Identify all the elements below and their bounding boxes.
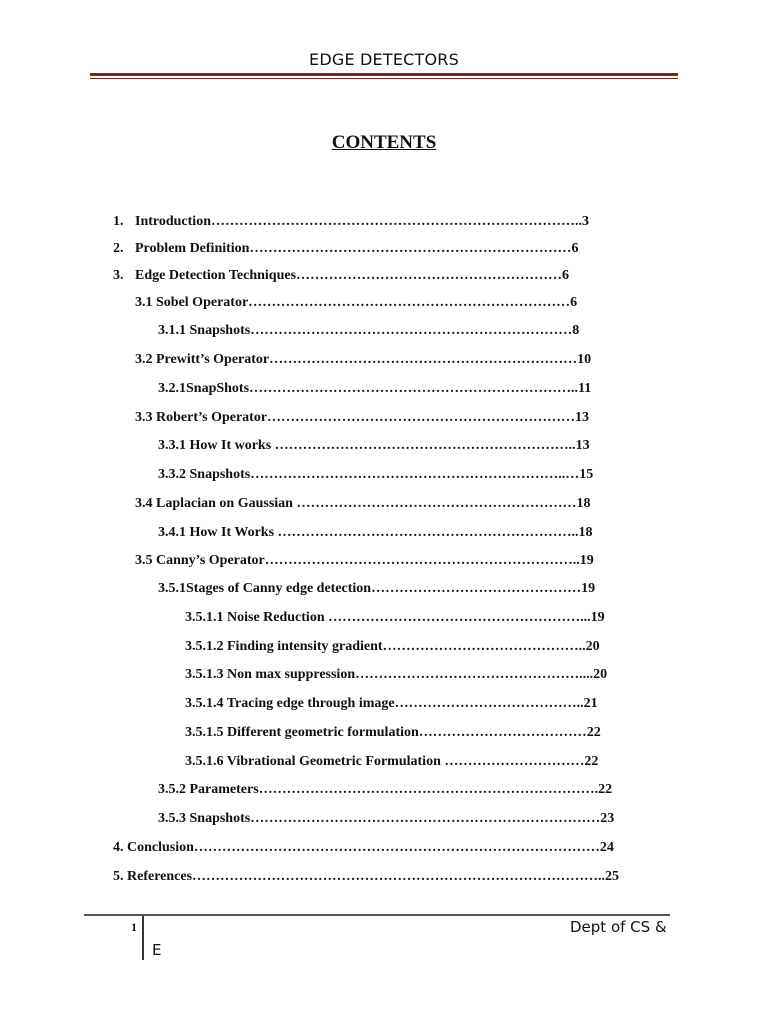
toc-entry bbox=[185, 638, 600, 656]
toc-entry-text: 3.5.1.2 Finding intensity gradient……………………………………..20 bbox=[185, 639, 600, 654]
toc-entry-text: 5. References……………………………………………………………………………..25 bbox=[113, 869, 620, 884]
toc-entry bbox=[185, 753, 598, 771]
toc-entry-text: 3.5.2 Parameters……………………………………………………………….22 bbox=[158, 782, 613, 797]
toc-entry bbox=[135, 294, 577, 312]
toc-entry bbox=[158, 437, 590, 455]
toc-entry-text: 3.2 Prewitt’s Operator…………………………………………………………10 bbox=[135, 352, 592, 367]
toc-entry bbox=[158, 580, 595, 598]
footer-divider bbox=[142, 916, 144, 960]
toc-entry bbox=[113, 267, 569, 285]
toc-entry bbox=[158, 466, 593, 484]
toc-entry-text: 3.5.1.5 Different geometric formulation………………………………22 bbox=[185, 725, 601, 740]
toc-entry-text: 3.3.2 Snapshots…………………………………………………………..…15 bbox=[158, 467, 594, 482]
toc-entry bbox=[135, 552, 594, 570]
toc-entry-text: 3.5.1.3 Non max suppression…………………………………………....20 bbox=[185, 667, 608, 682]
toc-entry-text: 3.1.1 Snapshots……………………………………………………………8 bbox=[158, 323, 580, 338]
toc-entry-text: 3.5.3 Snapshots…………………………………………………………………23 bbox=[158, 811, 615, 826]
toc-entry bbox=[185, 666, 607, 684]
footer-rule bbox=[84, 914, 670, 916]
toc-entry-text: 3.3.1 How It works ………………………………………………………..13 bbox=[158, 438, 590, 453]
toc-entry-text: 4. Conclusion……………………………………………………………………………24 bbox=[113, 840, 614, 855]
toc-entry-text: 3.4.1 How It Works ………………………………………………………..18 bbox=[158, 525, 593, 540]
footer-department-continued: E bbox=[152, 941, 162, 959]
toc-entry bbox=[158, 781, 612, 799]
toc-entry bbox=[158, 524, 593, 542]
toc-entry bbox=[113, 839, 614, 857]
toc-entry bbox=[158, 322, 579, 340]
toc-entry-text: 3.5.1Stages of Canny edge detection………………………………………19 bbox=[158, 581, 596, 596]
toc-entry bbox=[135, 495, 590, 513]
toc-entry-text: 3.4 Laplacian on Gaussian ……………………………………………………18 bbox=[135, 496, 591, 511]
toc-entry-text: 3.3 Robert’s Operator…………………………………………………………13 bbox=[135, 410, 590, 425]
toc-entry-text: 3.5.1.1 Noise Reduction ………………………………………………...19 bbox=[185, 610, 605, 625]
toc-entry bbox=[113, 868, 619, 886]
toc-entry bbox=[158, 810, 614, 828]
toc-entry bbox=[113, 240, 578, 258]
toc-entry-text: 3.1 Sobel Operator……………………………………………………………6 bbox=[135, 295, 578, 310]
toc-entry-number: 1. bbox=[113, 214, 124, 229]
toc-entry-text: Introduction……………………………………………………………………..3 bbox=[135, 214, 589, 229]
toc-entry bbox=[185, 609, 605, 627]
toc-entry bbox=[135, 351, 591, 369]
toc-entry bbox=[113, 213, 589, 231]
toc-entry bbox=[185, 724, 601, 742]
toc-entry-number: 2. bbox=[113, 241, 124, 256]
toc-entry-text: 3.5.1.4 Tracing edge through image…………………………………..21 bbox=[185, 696, 598, 711]
toc-entry-text: 3.5.1.6 Vibrational Geometric Formulation …………………………22 bbox=[185, 754, 599, 769]
toc-entry bbox=[135, 409, 589, 427]
toc-entry bbox=[158, 380, 591, 398]
toc-entry-text: 3.5 Canny’s Operator…………………………………………………………..19 bbox=[135, 553, 594, 568]
footer-department: Dept of CS & bbox=[570, 918, 667, 936]
toc-entry-text: Edge Detection Techniques…………………………………………………6 bbox=[135, 268, 570, 283]
toc-entry-number: 3. bbox=[113, 268, 124, 283]
page-number: 1 bbox=[131, 920, 137, 934]
running-header-title: EDGE DETECTORS bbox=[309, 50, 459, 69]
toc-entry-text: 3.2.1SnapShots……………………………………………………………..11 bbox=[158, 381, 592, 396]
toc-entry-text: Problem Definition……………………………………………………………6 bbox=[135, 241, 579, 256]
toc-entry bbox=[185, 695, 598, 713]
contents-heading: CONTENTS bbox=[331, 132, 437, 153]
